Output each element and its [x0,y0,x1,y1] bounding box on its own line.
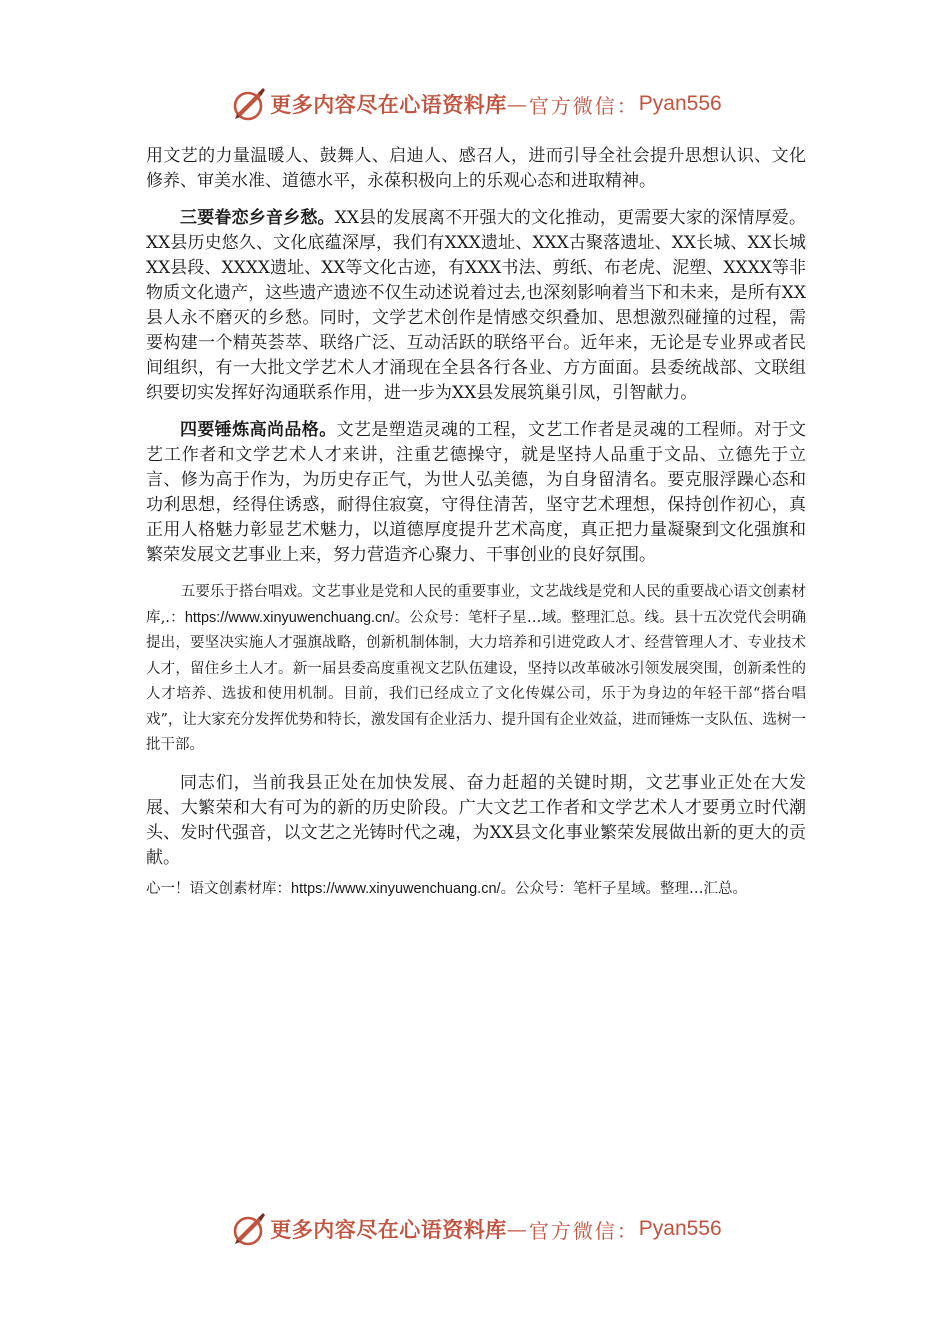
document-body [146,144,806,902]
paragraph-4-url: https://www.xinyuwenchuang.cn/ [184,609,395,626]
pen-logo-icon [228,1209,268,1249]
banner-label: 官方微信： [528,93,639,118]
paragraph-4-text-a: 五要乐于搭台唱戏。文艺事业是党和人民的重要事业，文艺战线是党和人民的重要战心语文创素材库,.： [146,584,806,626]
paragraph-5: 同志们，当前我县正处在加快发展、奋力赶超的关键时期，文艺事业正处在大发展、大繁荣和大有可为的新的历史阶段。广大文艺工作者和文学艺术人才要勇立时代潮头、发时代强音，以文艺之光铸时代之魂，为XX县文化事业繁荣发展做出新的更大的贡献。 [146,772,806,868]
paragraph-3-body: 文艺是塑造灵魂的工程，文艺工作者是灵魂的工程师。对于文艺工作者和文学艺术人才来讲，注重艺德操守，就是坚持人品重于文品、立德先于立言、修为高于作为，为历史存正气，为世人弘美德，为自身留清名。要克服浮躁心态和功利思想，经得住诱惑，耐得住寂寞，守得住清苦，坚守艺术理想，保持创作初心，真正用人格魅力彰显艺术魅力，以道德厚度提升艺术高度，真正把力量凝聚到文化强旗和繁荣发展文艺事业上来，努力营造齐心聚力、干事创业的良好氛围。 [146,420,807,565]
footer-banner-dash: — [506,1217,529,1241]
paragraph-6-text-b: 。公众号：笔杆子星域。整理…汇总。 [500,880,748,897]
paragraph-4 [146,580,806,759]
paragraph-2 [146,206,806,406]
paragraph-2-lead: 三要眷恋乡音乡愁。 [180,208,335,228]
paragraph-6-url: https://www.xinyuwenchuang.cn/ [291,880,501,897]
paragraph-6-text-a: 心一！语文创素材库： [146,880,291,897]
footer-banner-label: 官方微信： [528,1218,639,1243]
paragraph-3 [146,418,806,568]
banner-text: 更多内容尽在心语资料库 [270,92,507,117]
footer-banner [0,1207,950,1251]
paragraph-2-body: XX县的发展离不开强大的文化推动，更需要大家的深情厚爱。XX县历史悠久、文化底蕴深厚，我们有XXX遗址、XXX古聚落遗址、XX长城、XX长城XX县段、XXXX遗址、XX等文化古迹，有XXX书法、剪纸、布老虎、泥塑、XXXX等非物质文化遗产，这些遗产遗迹不仅生动述说着过去,也深刻影响着当下和未来，是所有XX县人永不磨灭的乡愁。同时，文学艺术创作是情感交织叠加、思想激烈碰撞的过程，需要构建一个精英荟萃、联络广泛、互动活跃的联络平台。近年来，无论是专业界或者民间组织，有一大批文学艺术人才涌现在全县各行各业、方方面面。县委统战部、文联组织要切实发挥好沟通联系作用，进一步为XX县发展筑巢引凤，引智献力。 [146,208,806,403]
banner-wechat-id: Pyan556 [638,92,722,115]
paragraph-3-lead: 四要锤炼高尚品格。 [180,420,337,440]
footer-banner-text: 更多内容尽在心语资料库 [270,1217,507,1242]
footer-banner-wechat-id: Pyan556 [638,1217,722,1240]
paragraph-6 [146,877,806,903]
pen-logo-icon [228,84,268,124]
paragraph-1: 用文艺的力量温暖人、鼓舞人、启迪人、感召人，进而引导全社会提升思想认识、文化修养、审美水准、道德水平，永葆积极向上的乐观心态和进取精神。 [146,146,806,191]
paragraph-4-text-b: 。公众号：笔杆子星…域。整理汇总。线。县十五次党代会明确提出，要坚决实施人才强旗战略，创新机制体制，大力培养和引进党政人才、经营管理人才、专业技术人才，留住乡土人才。新一届县委高度重视文艺队伍建设，坚持以改革破冰引领发展突围，创新柔性的人才培养、选拔和使用机制。目前，我们已经成立了文化传媒公司，乐于为身边的年轻干部“搭台唱戏”，让大家充分发挥优势和特长，激发国有企业活力、提升国有企业效益，进而锤炼一支队伍、选树一批干部。 [146,609,807,753]
banner-dash: — [506,92,529,116]
header-banner [0,82,950,126]
